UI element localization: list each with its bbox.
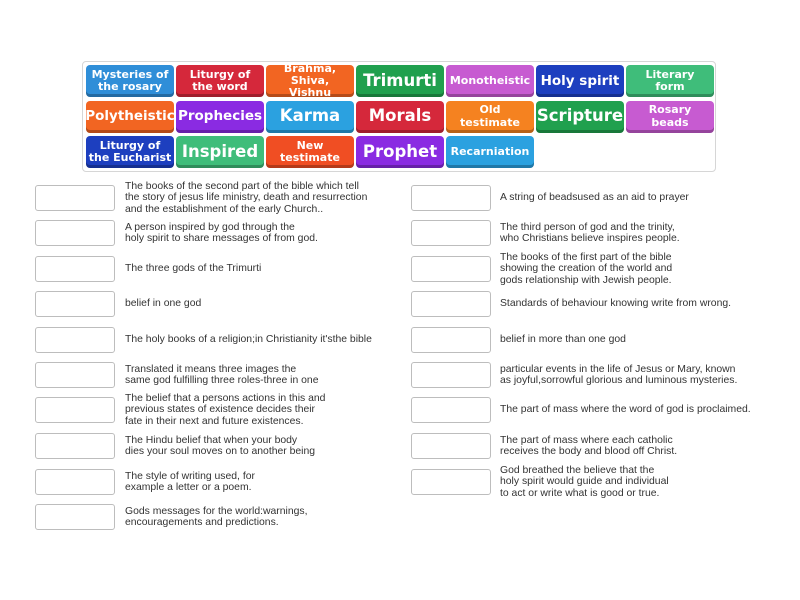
answer-tile[interactable]: Prophet [356, 136, 444, 168]
clue-text: The Hindu belief that when your body dies your soul moves on to another being [125, 434, 316, 457]
clue-text: Gods messages for the world:warnings, encouragements and predictions. [125, 505, 308, 528]
clue-text: God breathed the believe that the holy spirit would guide and individual to act or write what is good or true. [500, 464, 669, 499]
answer-tile[interactable]: Holy spirit [536, 65, 624, 97]
answer-tile[interactable]: Inspired [176, 136, 264, 168]
clue-text: A string of beadsused as an aid to prayer [500, 192, 689, 204]
answer-drop-slot[interactable] [35, 504, 115, 530]
answer-tile[interactable]: Prophecies [176, 101, 264, 133]
clue-text: The part of mass where the word of god is proclaimed. [500, 404, 751, 416]
clue-text: The books of the second part of the bible which tell the story of jesus life ministry, death and resurrection and the establishment of the early Church.. [125, 180, 368, 215]
answer-tile[interactable]: Literary form [626, 65, 714, 97]
clue-text: belief in one god [125, 298, 202, 310]
answer-drop-slot[interactable] [35, 397, 115, 423]
clue-text: The books of the first part of the bible showing the creation of the world and gods relationship with Jewish people. [500, 251, 673, 286]
clue-text: Translated it means three images the same god fulfilling three roles-three in one [125, 363, 319, 386]
answer-drop-slot[interactable] [35, 256, 115, 282]
clue-text: belief in more than one god [500, 334, 626, 346]
answer-drop-slot[interactable] [35, 362, 115, 388]
clue-text: A person inspired by god through the holy spirit to share messages of from god. [125, 221, 318, 244]
answer-tile[interactable]: New testimate [266, 136, 354, 168]
answer-drop-slot[interactable] [411, 220, 491, 246]
clue-text: The holy books of a religion;in Christianity it'sthe bible [125, 334, 372, 346]
answer-drop-slot[interactable] [411, 256, 491, 282]
answer-drop-slot[interactable] [411, 397, 491, 423]
answer-drop-slot[interactable] [411, 291, 491, 317]
answer-tile[interactable]: Polytheistic [86, 101, 174, 133]
answer-tile[interactable]: Monotheistic [446, 65, 534, 97]
word-bank [82, 61, 716, 172]
clue-text: The belief that a persons actions in this and previous states of existence decides their fate in their next and future existences. [125, 392, 326, 427]
answer-tile[interactable]: Mysteries of the rosary [86, 65, 174, 97]
answer-tile[interactable]: Scripture [536, 101, 624, 133]
answer-tile[interactable]: Brahma, Shiva, Vishnu [266, 65, 354, 97]
answer-drop-slot[interactable] [35, 185, 115, 211]
clue-text: The style of writing used, for example a letter or a poem. [125, 470, 255, 493]
clue-text: particular events in the life of Jesus or Mary, known as joyful,sorrowful glorious and luminous mysteries. [500, 363, 738, 386]
answer-tile[interactable]: Recarniation [446, 136, 534, 168]
answer-drop-slot[interactable] [411, 469, 491, 495]
answer-drop-slot[interactable] [411, 185, 491, 211]
clue-text: The part of mass where each catholic receives the body and blood off Christ. [500, 434, 678, 457]
clue-text: Standards of behaviour knowing write from wrong. [500, 298, 732, 310]
answer-tile[interactable]: Rosary beads [626, 101, 714, 133]
clue-text: The third person of god and the trinity, who Christians believe inspires people. [500, 221, 680, 244]
answer-drop-slot[interactable] [411, 433, 491, 459]
answer-tile[interactable]: Old testimate [446, 101, 534, 133]
answer-tile[interactable]: Liturgy of the Eucharist [86, 136, 174, 168]
answer-tile[interactable]: Karma [266, 101, 354, 133]
answer-drop-slot[interactable] [35, 433, 115, 459]
answer-drop-slot[interactable] [35, 469, 115, 495]
answer-tile[interactable]: Trimurti [356, 65, 444, 97]
answer-drop-slot[interactable] [35, 327, 115, 353]
answer-tile[interactable]: Morals [356, 101, 444, 133]
answer-drop-slot[interactable] [35, 220, 115, 246]
answer-drop-slot[interactable] [411, 362, 491, 388]
answer-drop-slot[interactable] [35, 291, 115, 317]
answer-tile[interactable]: Liturgy of the word [176, 65, 264, 97]
answer-drop-slot[interactable] [411, 327, 491, 353]
clue-text: The three gods of the Trimurti [125, 263, 262, 275]
